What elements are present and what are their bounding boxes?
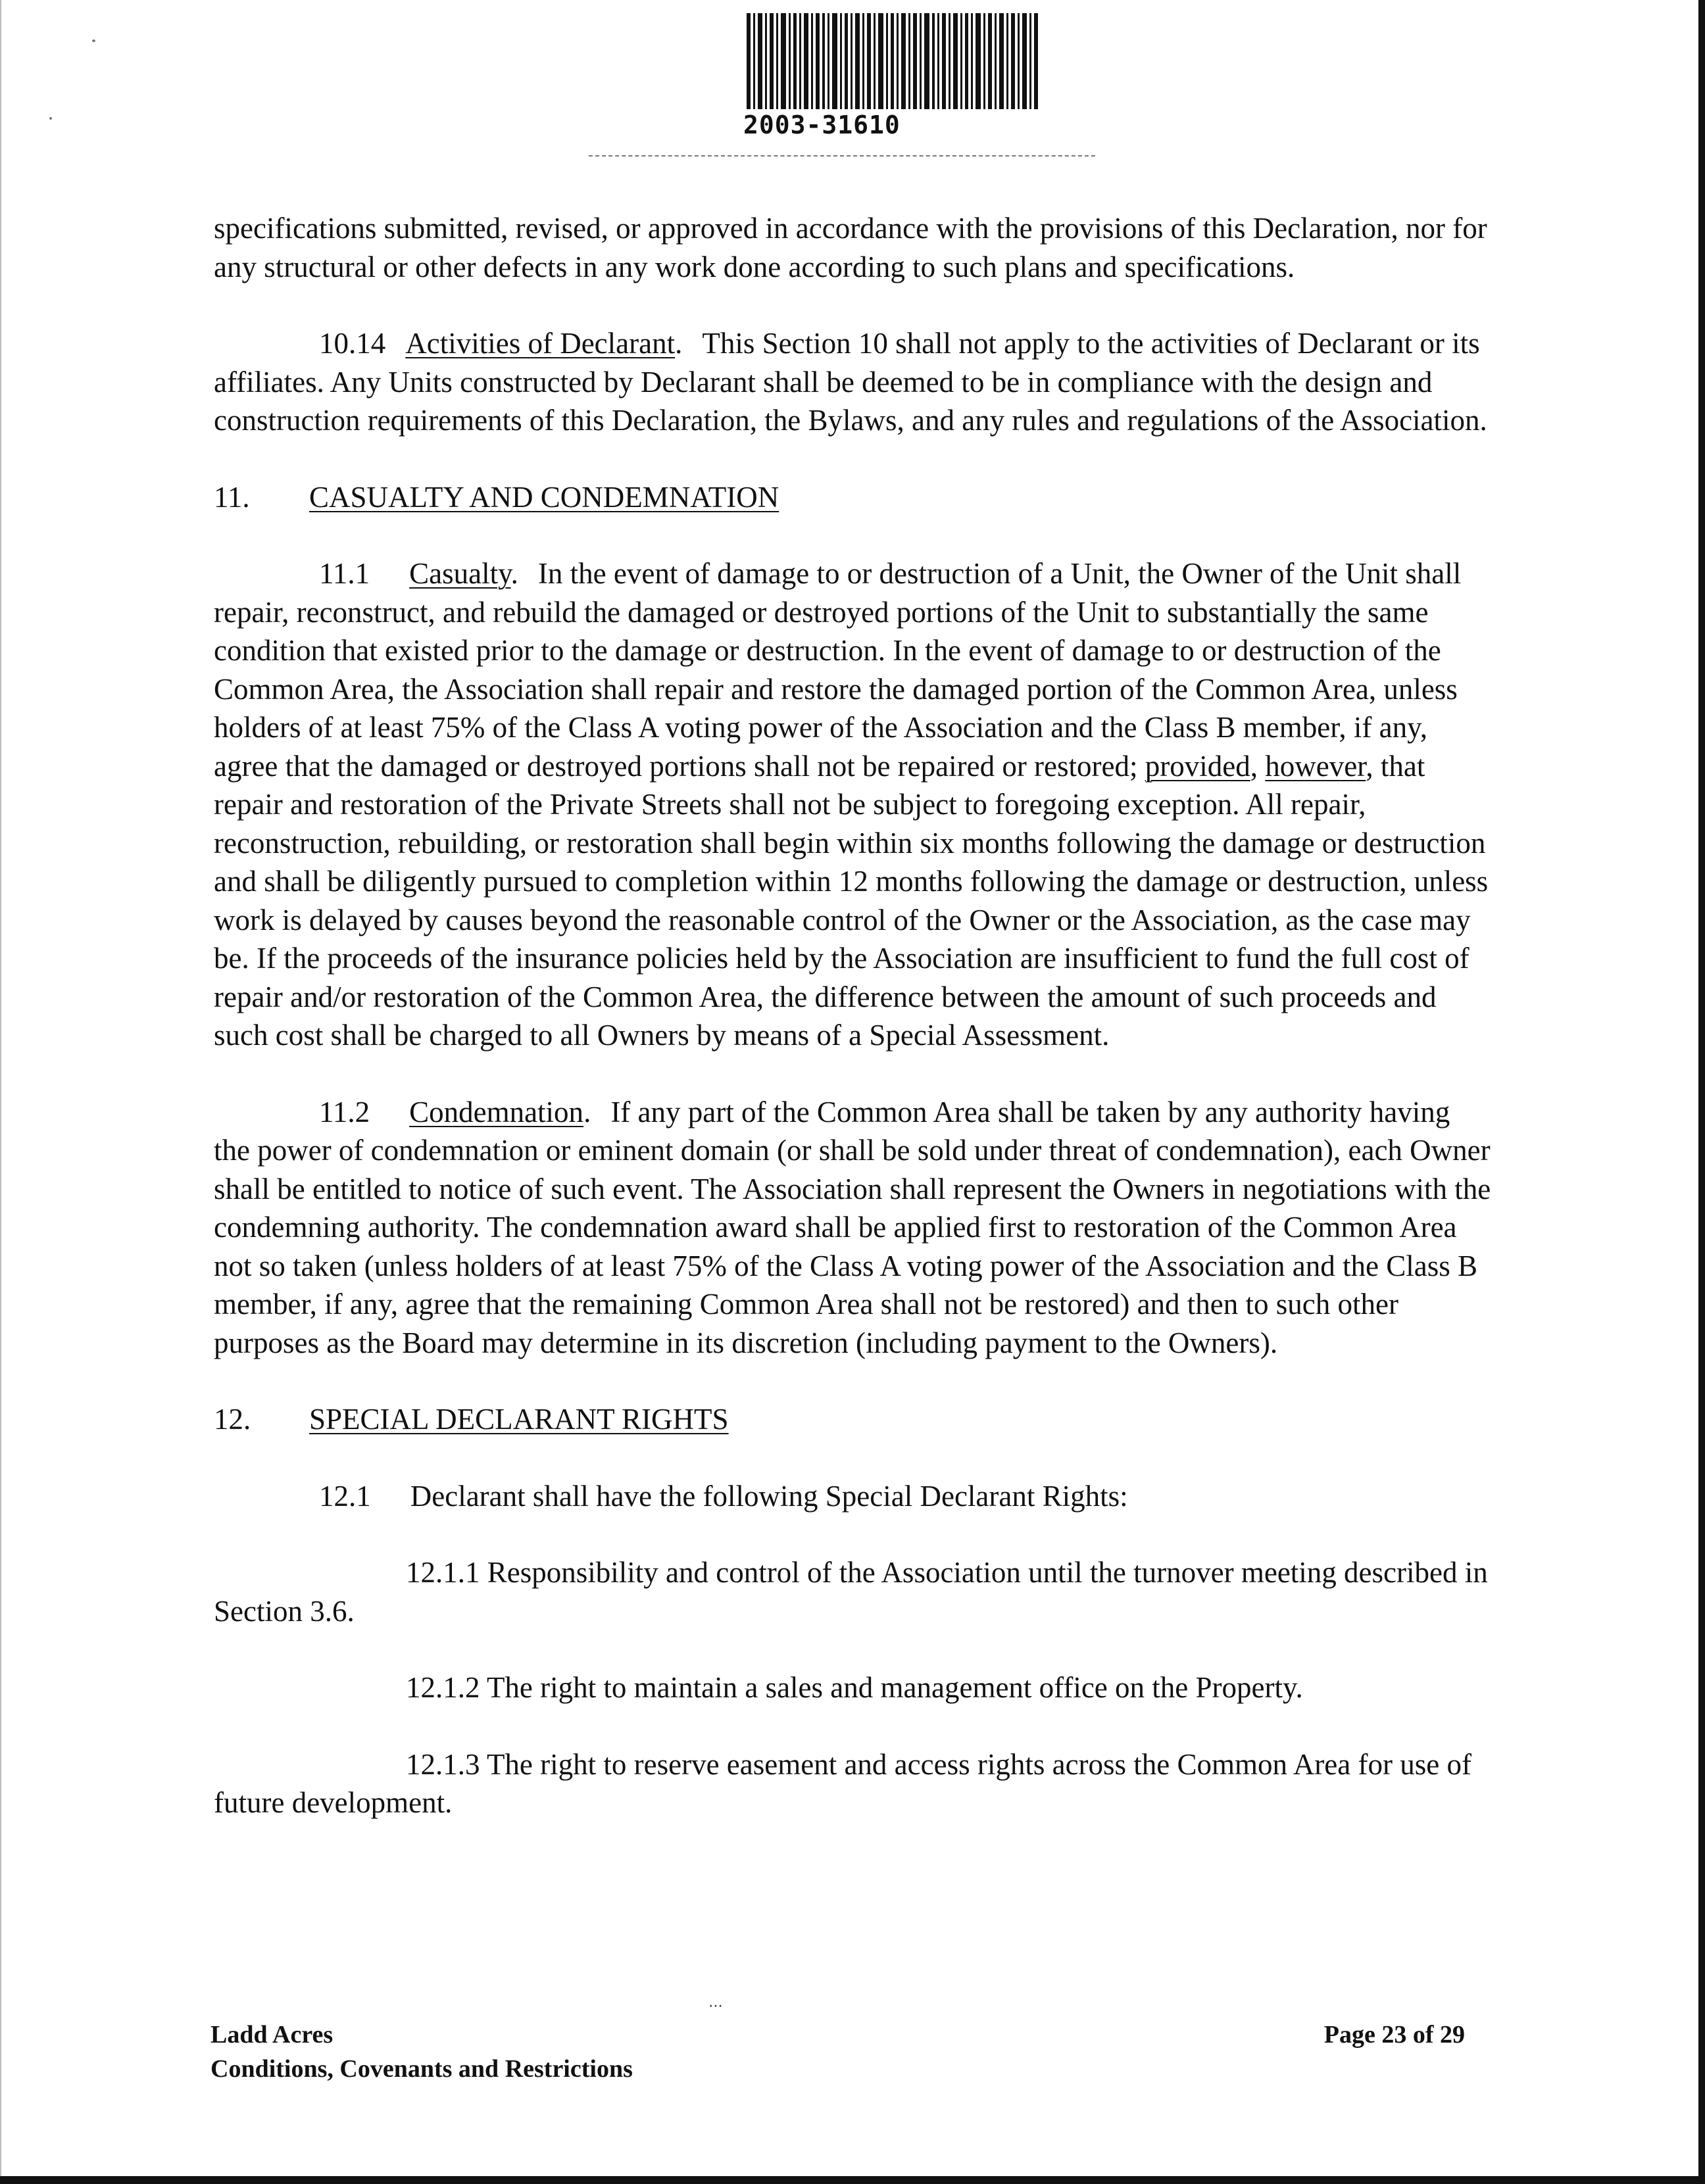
page-border-right <box>1698 0 1705 2184</box>
footer-line-1: Ladd Acres <box>210 2021 334 2049</box>
section-number: 12.1 <box>319 1479 371 1513</box>
page-border-bottom <box>0 2176 1705 2184</box>
barcode-number: 2003-31610 <box>743 110 901 139</box>
section-text: The right to maintain a sales and management office on the Property. <box>486 1671 1303 1704</box>
section-number: 12.1.1 <box>406 1556 480 1589</box>
term-provided: provided <box>1145 749 1250 783</box>
section-text: Responsibility and control of the Association until the turnover meeting described in Section 3.6. <box>214 1556 1488 1628</box>
section-12-1 <box>214 1477 1493 1516</box>
section-12-1-1 <box>214 1553 1493 1630</box>
section-title: Casualty <box>409 557 511 590</box>
document-body <box>214 209 1493 1822</box>
section-12-1-3 <box>214 1745 1493 1822</box>
section-text: Declarant shall have the following Special Declarant Rights: <box>410 1479 1128 1513</box>
section-title: Activities of Declarant <box>405 327 676 360</box>
heading-11 <box>214 478 1493 517</box>
section-title: Condemnation <box>409 1095 584 1128</box>
section-text-a: In the event of damage to or destruction of a Unit, the Owner of the Unit shall repair, reconstruct, and rebuild the damaged or destroyed portions of the Unit to substantially the same condition that existed prior to the damage or destruction. In the event of damage to or destruction of the Common Area, the Association shall repair and restore the damaged portion of the Common Area, unless holders of at least 75% of the Class A voting power of the Association and the Class B member, if any, agree that the damaged or destroyed portions shall not be repaired or restored; <box>214 557 1462 783</box>
section-text: This Section 10 shall not apply to the activities of Declarant or its affiliates. Any Units constructed by Declarant shall be deemed to be in compliance with the design and construction requirements of this Declaration, the Bylaws, and any rules and regulations of the Association. <box>214 327 1487 437</box>
section-number: 10.14 <box>319 327 386 360</box>
section-text: The right to reserve easement and access rights across the Common Area for use of future development. <box>214 1747 1471 1819</box>
heading-number: 12. <box>214 1403 251 1436</box>
page-edge-left <box>0 0 1 2184</box>
scan-mark: ⋯ <box>708 1998 723 2014</box>
section-11-2: 11.2 Condemnation. If any part of the Common Area shall be taken by any authority having the power of condemnation or eminent domain (or shall be sold under threat of condemnation), each Owner shall be entitled to notice of such event. The Association shall represent the Owners in negotiations with the condemning authority. The condemnation award shall be applied first to restoration of the Common Area not so taken (unless holders of at least 75% of the Class A voting power of the Association and the Class B member, if any, agree that the remaining Common Area shall not be restored) and then to such other purposes as the Board may determine in its discretion (including payment to the Owners). <box>214 1095 1491 1359</box>
section-text-b: that repair and restoration of the Private Streets shall not be subject to foregoing exception. All repair, reconstruction, rebuilding, or restoration shall begin within six months following the damage or destruction and shall be diligently pursued to completion within 12 months following the damage or destruction, unless work is delayed by causes beyond the reasonable control of the Owner or the Association, as the case may be. If the proceeds of the insurance policies held by the Association are insufficient to fund the full cost of repair and/or restoration of the Common Area, the difference between the amount of such proceeds and such cost shall be charged to all Owners by means of a Special Assessment. <box>214 749 1489 1052</box>
page-number: Page 23 of 29 <box>1323 2021 1465 2049</box>
barcode-bars <box>743 13 1046 112</box>
section-12-1-2 <box>214 1668 1493 1707</box>
section-10-14: 10.14 Activities of Declarant. This Section 10 shall not apply to the activities of Declarant or its affiliates. Any Units constructed by Declarant shall be deemed to be in compliance with the design and construction requirements of this Declaration, the Bylaws, and any rules and regulations of the Association. <box>214 327 1487 437</box>
footer-line-2: Conditions, Covenants and Restrictions <box>210 2055 633 2083</box>
heading-number: 11. <box>214 480 250 514</box>
footer-document-title <box>210 2018 633 2086</box>
scan-speck <box>92 39 95 42</box>
barcode <box>743 13 1046 158</box>
term-however: however <box>1265 749 1366 783</box>
heading-title: SPECIAL DECLARANT RIGHTS <box>309 1403 729 1436</box>
barcode-underline <box>589 155 1095 157</box>
scan-speck <box>49 117 52 120</box>
heading-12 <box>214 1400 1493 1439</box>
section-number: 12.1.3 <box>406 1747 480 1781</box>
section-11-1: 11.1 Casualty. In the event of damage to or destruction of a Unit, the Owner of the Unit shall repair, reconstruct, and rebuild the damaged or destroyed portions of the Unit to substantially the same condition that existed prior to the damage or destruction. In the event of damage to or destruction of the Common Area, the Association shall repair and restore the damaged portion of the Common Area, unless holders of at least 75% of the Class A voting power of the Association and the Class B member, if any, agree that the damaged or destroyed portions shall not be repaired or restored; provided, however, that repair and restoration of the Private Streets shall not be subject to foregoing exception. All repair, reconstruction, rebuilding, or restoration shall begin within six months following the damage or destruction and shall be diligently pursued to completion within 12 months following the damage or destruction, unless work is delayed by causes beyond the reasonable control of the Owner or the Association, as the case may be. If the proceeds of the insurance policies held by the Association are insufficient to fund the full cost of repair and/or restoration of the Common Area, the difference between the amount of such proceeds and such cost shall be charged to all Owners by means of a Special Assessment. <box>214 557 1489 1052</box>
section-number: 11.1 <box>319 557 370 590</box>
heading-title: CASUALTY AND CONDEMNATION <box>309 480 779 514</box>
section-text: If any part of the Common Area shall be taken by any authority having the power of condemnation or eminent domain (or shall be sold under threat of condemnation), each Owner shall be entitled to notice of such event. The Association shall represent the Owners in negotiations with the condemning authority. The condemnation award shall be applied first to restoration of the Common Area not so taken (unless holders of at least 75% of the Class A voting power of the Association and the Class B member, if any, agree that the remaining Common Area shall not be restored) and then to such other purposes as the Board may determine in its discretion (including payment to the Owners). <box>214 1095 1491 1359</box>
section-number: 12.1.2 <box>406 1671 480 1704</box>
paragraph-intro: specifications submitted, revised, or approved in accordance with the provisions of this Declaration, nor for any structural or other defects in any work done according to such plans and specifications. <box>214 212 1487 283</box>
section-number: 11.2 <box>319 1095 370 1128</box>
